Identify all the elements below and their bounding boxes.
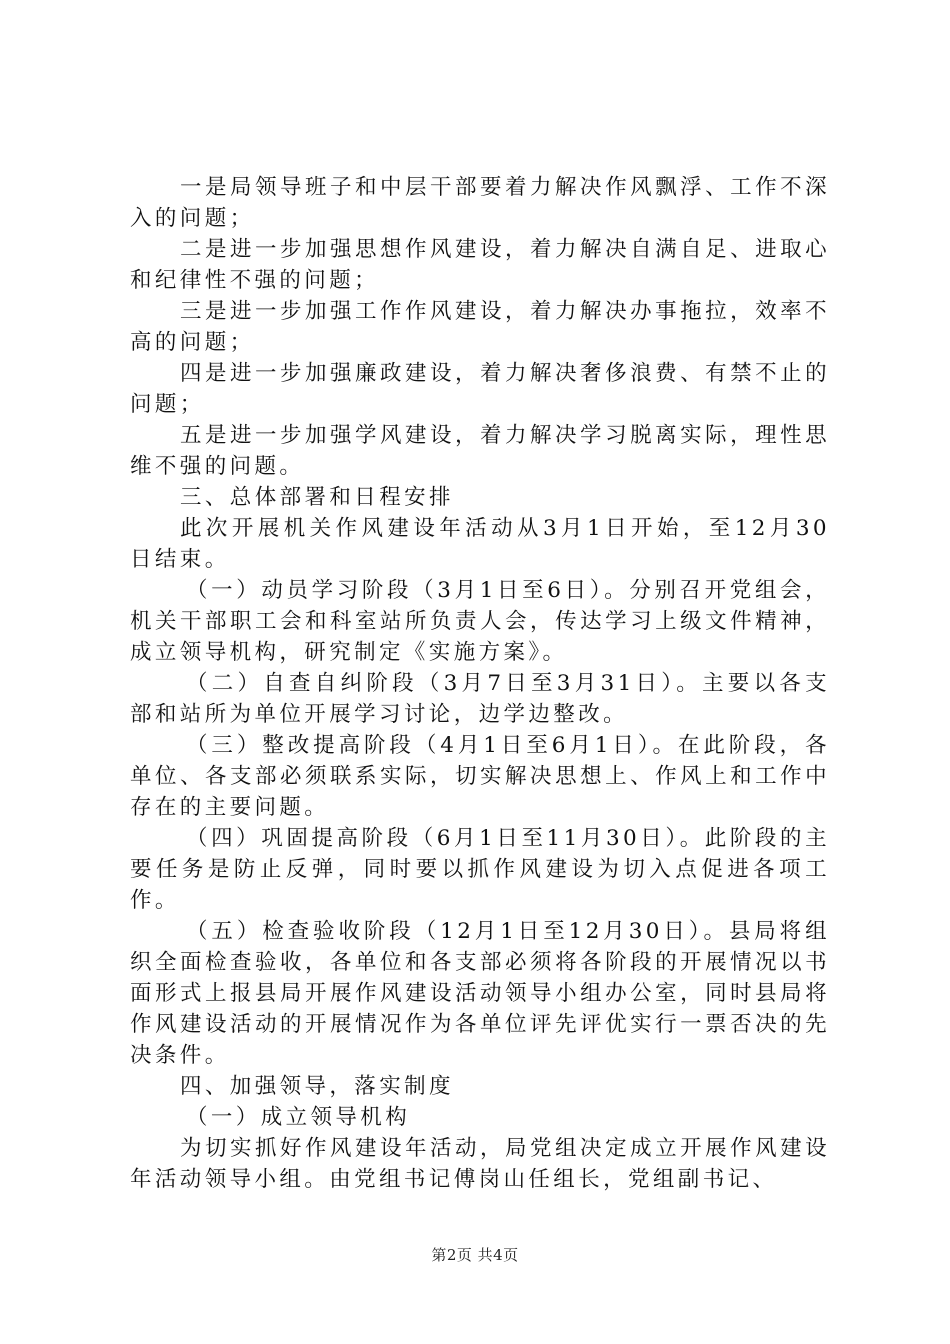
- page-footer: [0, 1244, 950, 1265]
- schedule-intro-paragraph: 此次开展机关作风建设年活动从3月1日开始，至12月30日结束。: [130, 516, 830, 572]
- stage-5-paragraph: （五）检查验收阶段（12月1日至12月30日）。县局将组织全面检查验收，各单位和各支部必须将各阶段的开展情况以书面形式上报县局开展作风建设活动领导小组办公室，同时县局将作风建设活动的开展情况作为各单位评先评优实行一票否决的先决条件。: [130, 919, 830, 1068]
- subsection-heading-leadership: （一）成立领导机构: [186, 1105, 411, 1130]
- section-heading-3: 三、总体部署和日程安排: [180, 485, 454, 510]
- paragraph-item-5: 五是进一步加强学风建设，着力解决学习脱离实际，理性思维不强的问题。: [130, 423, 830, 479]
- page-number-label: 第2页 共4页: [431, 1246, 519, 1264]
- paragraph-item-3: 三是进一步加强工作作风建设，着力解决办事拖拉，效率不高的问题；: [130, 299, 830, 355]
- leadership-paragraph: 为切实抓好作风建设年活动，局党组决定成立开展作风建设年活动领导小组。由党组书记傅岗山任组长，党组副书记、: [130, 1136, 830, 1192]
- document-body: [130, 172, 830, 1195]
- stage-1-paragraph: （一）动员学习阶段（3月1日至6日）。分别召开党组会，机关干部职工会和科室站所负责人会，传达学习上级文件精神，成立领导机构，研究制定《实施方案》。: [130, 578, 830, 665]
- paragraph-item-4: 四是进一步加强廉政建设，着力解决奢侈浪费、有禁不止的问题；: [130, 361, 830, 417]
- paragraph-item-1: 一是局领导班子和中层干部要着力解决作风飘浮、工作不深入的问题；: [130, 175, 830, 231]
- stage-3-paragraph: （三）整改提高阶段（4月1日至6月1日）。在此阶段，各单位、各支部必须联系实际，切实解决思想上、作风上和工作中存在的主要问题。: [130, 733, 830, 820]
- stage-4-paragraph: （四）巩固提高阶段（6月1日至11月30日）。此阶段的主要任务是防止反弹，同时要以抓作风建设为切入点促进各项工作。: [130, 826, 830, 913]
- paragraph-item-2: 二是进一步加强思想作风建设，着力解决自满自足、进取心和纪律性不强的问题；: [130, 237, 830, 293]
- section-heading-4: 四、加强领导，落实制度: [180, 1074, 454, 1099]
- stage-2-paragraph: （二）自查自纠阶段（3月7日至3月31日）。主要以各支部和站所为单位开展学习讨论，边学边整改。: [130, 671, 830, 727]
